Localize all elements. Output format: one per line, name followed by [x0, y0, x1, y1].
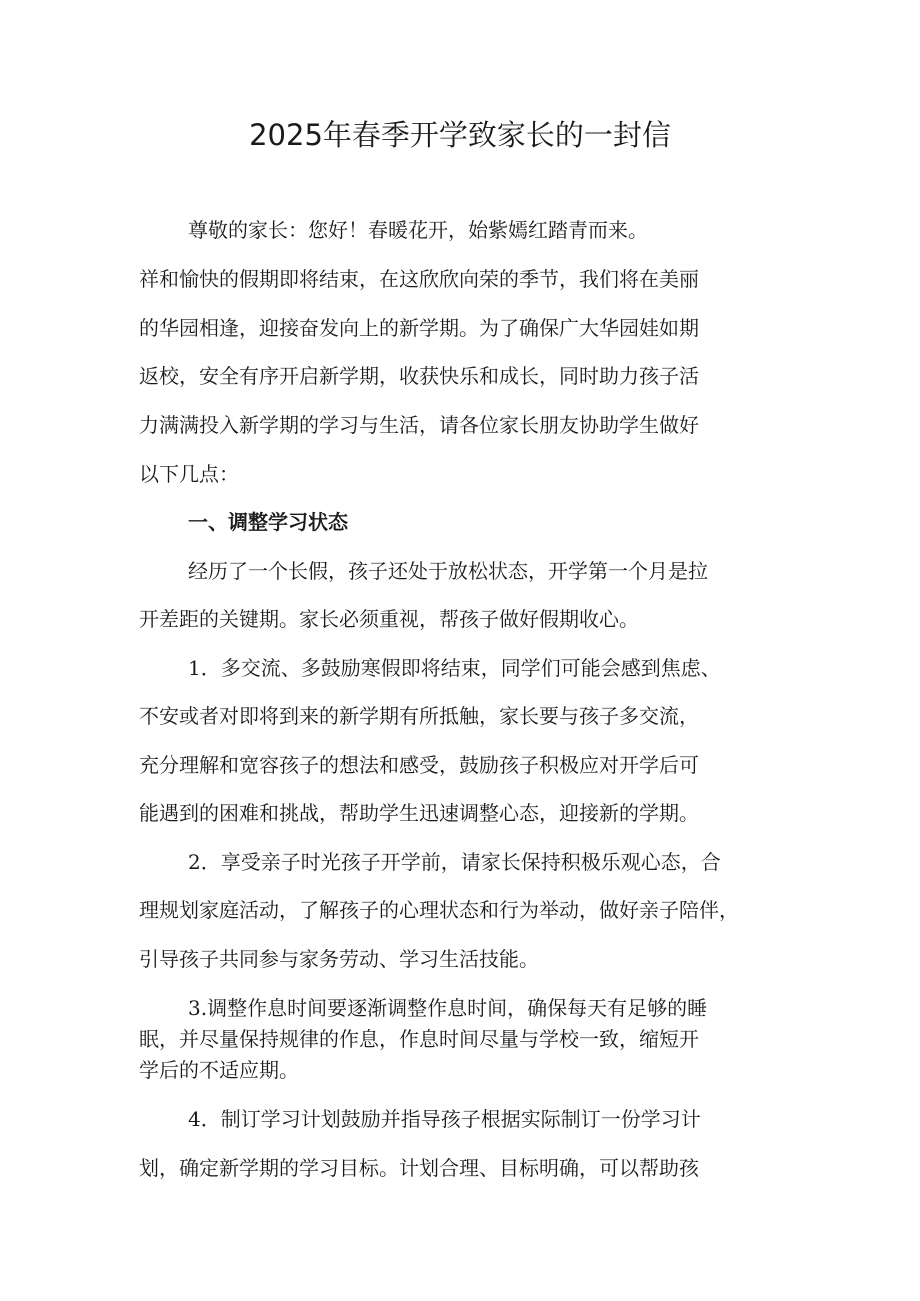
list-item-line: 理规划家庭活动，了解孩子的心理状态和行为举动，做好亲子陪伴，	[139, 898, 739, 922]
paragraph-line: 力满满投入新学期的学习与生活，请各位家长朋友协助学生做好	[139, 413, 699, 437]
paragraph-line: 以下几点：	[139, 462, 239, 486]
paragraph-line: 开差距的关键期。家长必须重视，帮孩子做好假期收心。	[139, 607, 639, 631]
document-title: 2025年春季开学致家长的一封信	[249, 118, 671, 152]
paragraph-line: 祥和愉快的假期即将结束，在这欣欣向荣的季节，我们将在美丽	[139, 267, 699, 291]
list-item-line: 眠，并尽量保持规律的作息，作息时间尽量与学校一致，缩短开	[139, 1027, 699, 1051]
list-item-line: 引导孩子共同参与家务劳动、学习生活技能。	[139, 947, 539, 971]
list-item-line: 能遇到的困难和挑战，帮助学生迅速调整心态，迎接新的学期。	[139, 801, 699, 825]
section-heading: 一、调整学习状态	[188, 510, 348, 534]
paragraph-line: 经历了一个长假，孩子还处于放松状态，开学第一个月是拉	[188, 559, 708, 583]
paragraph-line: 返校，安全有序开启新学期，收获快乐和成长，同时助力孩子活	[139, 364, 699, 388]
list-item-line: 不安或者对即将到来的新学期有所抵触，家长要与孩子多交流，	[139, 704, 699, 728]
list-item-line: 1．多交流、多鼓励寒假即将结束，同学们可能会感到焦虑、	[188, 656, 721, 680]
list-item-line: 3.调整作息时间要逐渐调整作息时间，确保每天有足够的睡	[188, 996, 708, 1020]
list-item-line: 4．制订学习计划鼓励并指导孩子根据实际制订一份学习计	[188, 1107, 701, 1131]
greeting-line: 尊敬的家长：您好！春暖花开，始紫嫣红踏青而来。	[188, 218, 648, 242]
list-item-line: 划，确定新学期的学习目标。计划合理、目标明确，可以帮助孩	[139, 1156, 699, 1180]
list-item-line: 2．享受亲子时光孩子开学前，请家长保持积极乐观心态，合	[188, 850, 721, 874]
list-item-line: 学后的不适应期。	[139, 1058, 299, 1082]
paragraph-line: 的华园相逢，迎接奋发向上的新学期。为了确保广大华园娃如期	[139, 316, 699, 340]
list-item-line: 充分理解和宽容孩子的想法和感受，鼓励孩子积极应对开学后可	[139, 753, 699, 777]
